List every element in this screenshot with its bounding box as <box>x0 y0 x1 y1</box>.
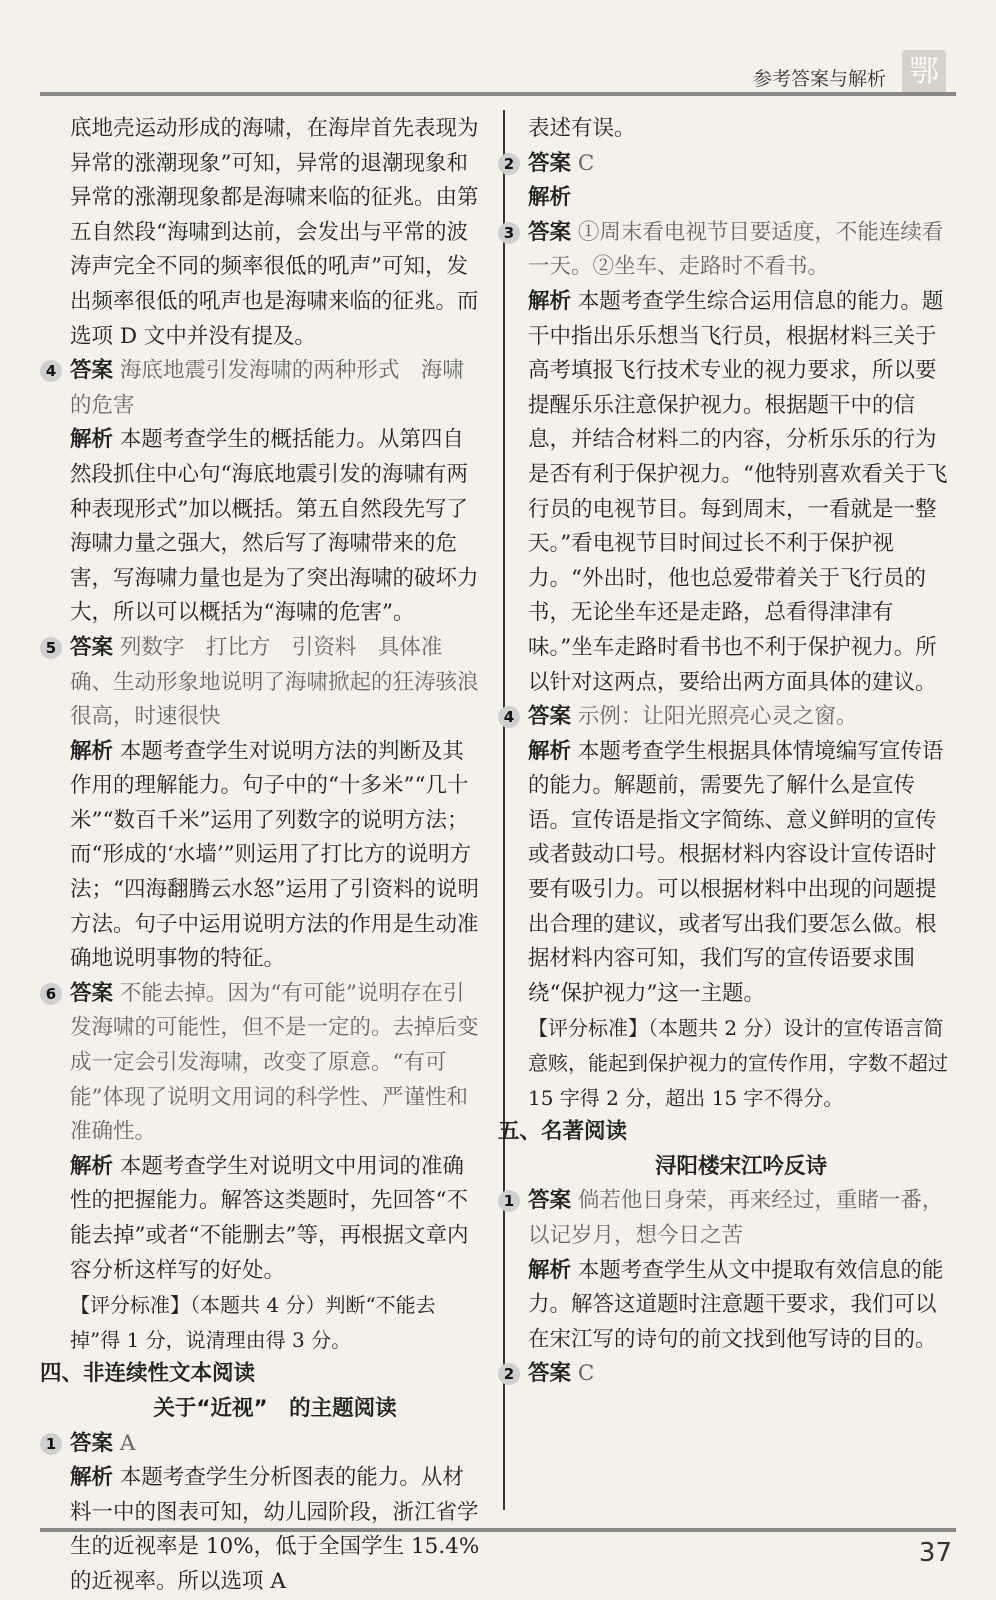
analysis-text: 本题考查学生从文中提取有效信息的能力。解答这道题时注意题干要求，我们可以在宋江写的诗句的前文找到他写诗的目的。 <box>528 1257 944 1352</box>
answer-label: 答案 <box>528 1188 572 1214</box>
right-column <box>498 112 954 1502</box>
analysis-text: 本题考查学生对说明方法的判断及其作用的理解能力。句子中的“十多米”“几十米”“数百千米”运用了列数字的说明方法；而“形成的‘水墙’”则运用了打比方的说明方法；“四海翻腾云水怒”运用了引资料的说明方法。句子中运用说明方法的作用是生动准确地说明事物的特征。 <box>70 738 479 972</box>
header-rule <box>40 92 956 96</box>
question-number-badge: 3 <box>498 222 520 244</box>
question-number-badge: 2 <box>498 153 520 175</box>
answer-text: C <box>577 150 595 176</box>
analysis-label: 解析 <box>528 738 572 764</box>
answer-text: 示例：让阳光照亮心灵之窗。 <box>577 704 858 730</box>
question-number-badge: 6 <box>40 983 62 1005</box>
analysis-label: 解析 <box>528 185 572 211</box>
analysis-text: 本题考查学生根据具体情境编写宣传语的能力。解题前，需要先了解什么是宣传语。宣传语是指文字简练、意义鲜明的宣传或者鼓动口号。根据材料内容设计宣传语时要有吸引力。可以根据材料中出现的问题提出合理的建议，或者写出我们要怎么做。根据材料内容可知，我们写的宣传语要求围绕“保护视力”这一主题。 <box>528 738 944 1006</box>
question-number-badge: 4 <box>498 706 520 728</box>
analysis-text: 本题考查学生分析图表的能力。从材料一中的图表可知，幼儿园阶段，浙江省学生的近视率是 10%，低于全国学生 15.4% 的近视率。所以选项 A <box>70 1465 480 1594</box>
question-3 <box>503 216 954 700</box>
question-2 <box>503 147 954 216</box>
analysis-label: 解析 <box>70 1153 114 1179</box>
question-5 <box>45 631 480 977</box>
answer-label: 答案 <box>70 980 114 1006</box>
analysis-text: 本题考查学生对说明文中用词的准确性的把握能力。解答这类题时，先回答“不能去掉”或者“不能删去”等，再根据文章内容分析这样写的好处。 <box>70 1153 469 1283</box>
answer-label: 答案 <box>528 704 572 730</box>
answer-label: 答案 <box>528 219 572 245</box>
answer-text: ①周末看电视节目要适度，不能连续看一天。②坐车、走路时不看书。 <box>528 219 944 280</box>
analysis-text: 本题考查学生的概括能力。从第四自然段抓住中心句“海底地震引发的海啸有两种表现形式”加以概括。第五自然段先写了海啸力量之强大，然后写了海啸带来的危害，写海啸力量也是为了突出海啸的破坏力大，所以可以概括为“海啸的危害”。 <box>70 427 479 626</box>
question-number-badge: 5 <box>40 637 62 659</box>
header-title: 参考答案与解析 <box>752 68 886 90</box>
page-header <box>40 50 956 96</box>
answer-text: 不能去掉。因为“有可能”说明存在引发海啸的可能性，但不是一定的。去掉后变成一定会引发海啸，改变了原意。“有可能”体现了说明文用词的科学性、严谨性和准确性。 <box>70 980 479 1145</box>
question-4 <box>503 700 954 1115</box>
analysis-text: 本题考查学生综合运用信息的能力。题干中指出乐乐想当飞行员，根据材料三关于高考填报飞行技术专业的视力要求，所以要提醒乐乐注意保护视力。根据题干中的信息，并结合材料二的内容，分析乐乐的行为是否有利于保护视力。“他特别喜欢看关于飞行员的电视节目。每到周末，一看就是一整天。”看电视节目时间过长不利于保护视力。“外出时，他也总爱带着关于飞行员的书，无论坐车还是走路，总看得津津有味。”坐车走路时看书也不利于保护视力。所以针对这两点，要给出两方面具体的建议。 <box>528 288 948 695</box>
question-1 <box>503 1184 954 1357</box>
question-1 <box>45 1427 480 1600</box>
analysis-label: 解析 <box>528 1257 572 1283</box>
answer-label: 答案 <box>70 634 114 660</box>
header-badge: 鄂 <box>902 50 946 94</box>
right-intro: 表述有误。 <box>528 116 636 141</box>
left-intro: 底地壳运动形成的海啸，在海岸首先表现为异常的涨潮现象”可知，异常的退潮现象和异常的涨潮现象都是海啸来临的征兆。由第五自然段“海啸到达前，会发出与平常的波涛声完全不同的频率很低的吼声”可知，发出频率很低的吼声也是海啸来临的征兆。而选项 D 文中并没有提及。 <box>70 116 479 349</box>
column-divider <box>503 110 505 1510</box>
answer-label: 答案 <box>528 150 572 176</box>
question-2b <box>503 1357 954 1392</box>
scoring-criteria: 【评分标准】（本题共 2 分）设计的宣传语言简意赅，能起到保护视力的宣传作用，字数不超过 15 字得 2 分，超出 15 字不得分。 <box>528 1016 948 1110</box>
question-number-badge: 2 <box>498 1363 520 1385</box>
analysis-label: 解析 <box>70 1465 114 1491</box>
answer-label: 答案 <box>528 1361 572 1387</box>
answer-text: A <box>119 1430 136 1456</box>
question-number-badge: 1 <box>40 1433 62 1455</box>
question-number-badge: 4 <box>40 360 62 382</box>
question-6 <box>45 977 480 1358</box>
question-number-badge: 1 <box>498 1190 520 1212</box>
scoring-criteria: 【评分标准】（本题共 4 分）判断“不能去掉”得 1 分，说清理由得 3 分。 <box>70 1293 436 1352</box>
footer-rule <box>40 1528 956 1532</box>
section-title: 关于“近视” 的主题阅读 <box>153 1395 397 1421</box>
answer-label: 答案 <box>70 358 114 384</box>
answer-text: 海底地震引发海啸的两种形式 海啸的危害 <box>70 358 464 418</box>
analysis-label: 解析 <box>70 427 114 453</box>
question-4 <box>45 354 480 631</box>
section-heading: 五、名著阅读 <box>498 1119 628 1145</box>
answer-text: 倘若他日身荣，再来经过，重睹一番，以记岁月，想今日之苦 <box>528 1188 944 1248</box>
analysis-label: 解析 <box>528 288 572 314</box>
answer-text: C <box>577 1361 595 1387</box>
section-title: 浔阳楼宋江吟反诗 <box>654 1153 827 1179</box>
page-number: 37 <box>918 1538 952 1568</box>
answer-label: 答案 <box>70 1430 114 1456</box>
section-heading: 四、非连续性文本阅读 <box>40 1361 256 1387</box>
answer-text: 列数字 打比方 引资料 具体准确、生动形象地说明了海啸掀起的狂涛骇浪很高，时速很快 <box>70 634 479 730</box>
analysis-label: 解析 <box>70 738 114 764</box>
left-column <box>40 112 480 1594</box>
